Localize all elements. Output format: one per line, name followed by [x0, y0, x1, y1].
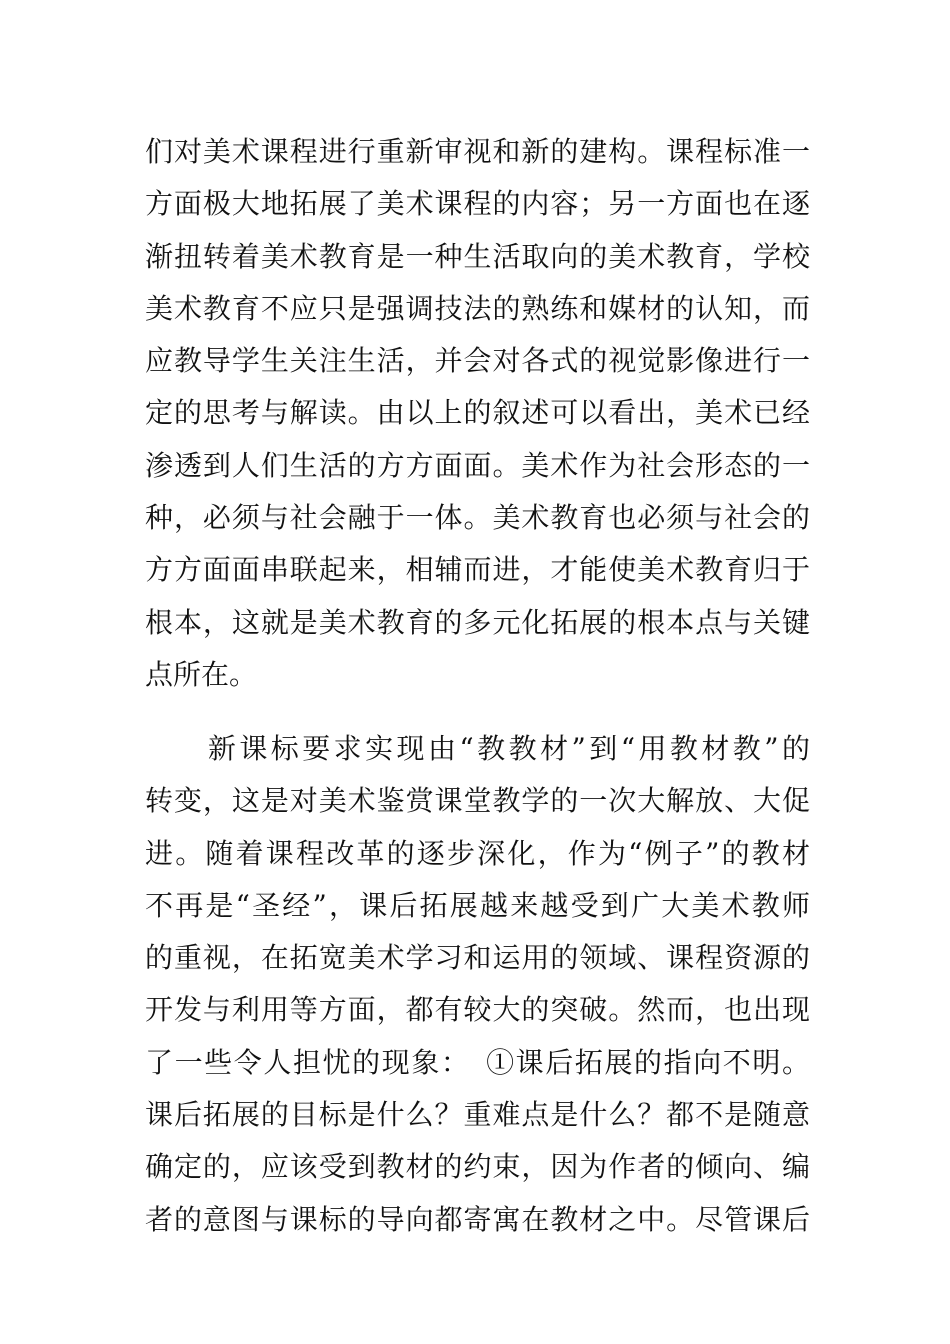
text-line: 渗透到人们生活的方方面面。美术作为社会形态的一 [145, 448, 810, 482]
text-line: 进。随着课程改革的逐步深化，作为“例子”的教材 [145, 836, 810, 870]
text-line: 们对美术课程进行重新审视和新的建构。课程标准一 [145, 135, 810, 168]
text-line: 新课标要求实现由“教教材”到“用教材教”的 [145, 732, 810, 765]
text-line: 方面极大地拓展了美术课程的内容；另一方面也在逐 [145, 187, 810, 221]
text-line: 方方面面串联起来，相辅而进，才能使美术教育归于 [145, 553, 810, 587]
text-line: 转变，这是对美术鉴赏课堂教学的一次大解放、大促 [145, 784, 810, 818]
paragraph-1 [145, 126, 810, 701]
text-line: 了一些令人担忧的现象： ①课后拓展的指向不明。 [145, 1045, 810, 1079]
text-line: 美术教育不应只是强调技法的熟练和媒材的认知，而 [145, 291, 810, 325]
text-line: 定的思考与解读。由以上的叙述可以看出，美术已经 [145, 396, 810, 430]
text-line: 应教导学生关注生活，并会对各式的视觉影像进行一 [145, 344, 810, 378]
text-line: 根本，这就是美术教育的多元化拓展的根本点与关键 [145, 605, 810, 639]
text-line: 渐扭转着美术教育是一种生活取向的美术教育，学校 [145, 239, 810, 273]
text-line: 课后拓展的目标是什么？重难点是什么？都不是随意 [145, 1098, 810, 1132]
text-line: 不再是“圣经”，课后拓展越来越受到广大美术教师 [145, 888, 810, 922]
paragraph-2 [145, 723, 810, 1246]
text-line: 点所在。 [145, 657, 258, 691]
text-line: 确定的，应该受到教材的约束，因为作者的倾向、编 [145, 1150, 810, 1184]
text-line: 开发与利用等方面，都有较大的突破。然而，也出现 [145, 993, 810, 1027]
text-line: 种，必须与社会融于一体。美术教育也必须与社会的 [145, 501, 810, 535]
text-line: 者的意图与课标的导向都寄寓在教材之中。尽管课后 [145, 1202, 810, 1236]
text-line: 的重视，在拓宽美术学习和运用的领域、课程资源的 [145, 941, 810, 975]
